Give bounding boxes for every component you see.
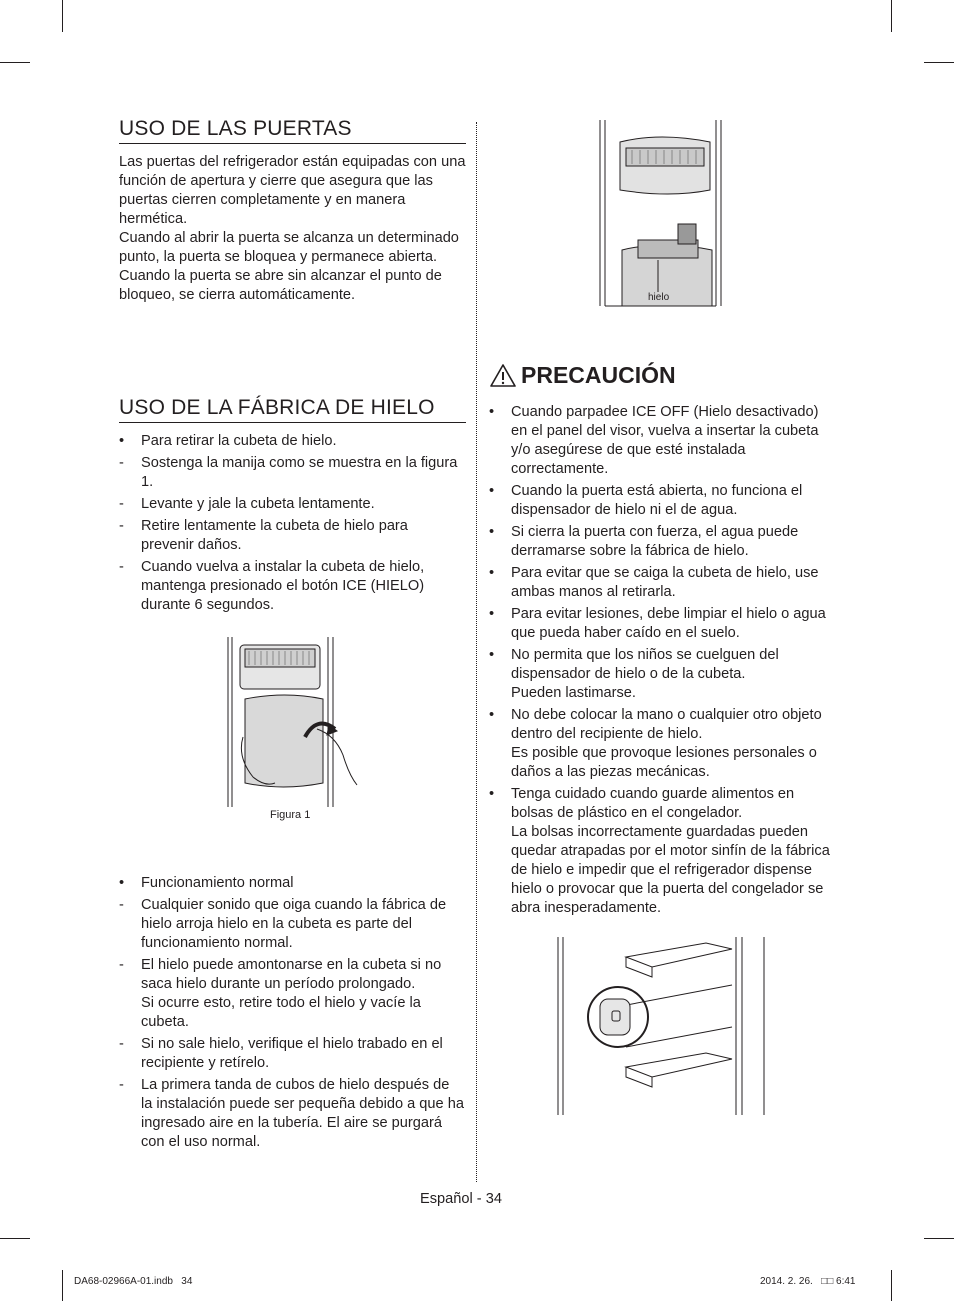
puertas-paragraph: Cuando la puerta se abre sin alcanzar el punto de bloqueo, se cierra automáticamente.: [119, 268, 442, 303]
crop-mark: [924, 62, 954, 63]
precaucion-item: [489, 523, 834, 561]
list-item: [119, 896, 464, 953]
list-marker: -: [119, 1036, 124, 1052]
hielo-steps-list: [119, 432, 464, 618]
crop-mark: [891, 1270, 892, 1301]
precaucion-heading: [490, 362, 676, 389]
list-item-text: Para retirar la cubeta de hielo.: [141, 433, 337, 449]
precaucion-item: [489, 605, 834, 643]
list-item-text: Retire lentamente la cubeta de hielo para prevenir daños.: [141, 518, 408, 553]
hielo-label: hielo: [648, 292, 670, 303]
list-marker: -: [119, 1077, 124, 1093]
list-marker: •: [119, 875, 125, 891]
list-item-text: Cualquier sonido que oiga cuando la fábrica de hielo arroja hielo en la cubeta es parte del funcionamiento normal.: [141, 897, 447, 951]
ice-bucket-removal-illustration: [225, 637, 365, 809]
list-marker: •: [489, 647, 495, 663]
column-divider: [476, 122, 477, 1182]
puertas-paragraph: Cuando al abrir la puerta se alcanza un determinado punto, la puerta se bloquea y permanece abierta.: [119, 230, 459, 265]
list-item-text: La primera tanda de cubos de hielo después de la instalación puede ser pequeña debido a que ha ingresado aire en la tubería. El aire se purgará con el uso normal.: [141, 1077, 464, 1150]
figure-caption: Figura 1: [270, 809, 311, 821]
file-name: DA68-02966A-01.indb 34: [74, 1276, 193, 1287]
list-marker: -: [119, 455, 124, 471]
list-item: [119, 558, 464, 615]
crop-mark: [891, 0, 892, 32]
list-marker: -: [119, 496, 124, 512]
list-item-text: Cuando vuelva a instalar la cubeta de hielo, mantenga presionado el botón ICE (HIELO) durante 6 segundos.: [141, 559, 425, 613]
list-marker: •: [489, 707, 495, 723]
precaucion-title: PRECAUCIÓN: [521, 362, 676, 388]
list-marker: -: [119, 957, 124, 973]
list-item-text: Para evitar que se caiga la cubeta de hielo, use ambas manos al retirarla.: [511, 565, 819, 600]
list-item-text: Cuando la puerta está abierta, no funciona el dispensador de hielo ni el de agua.: [511, 483, 803, 518]
list-marker: •: [489, 606, 495, 622]
precaucion-item: [489, 785, 834, 918]
list-item-text: Funcionamiento normal: [141, 875, 294, 891]
list-item-text: El hielo puede amontonarse en la cubeta si no saca hielo durante un período prolongado. Si ocurre esto, retire todo el hielo y vacíe la cubeta.: [141, 957, 442, 1030]
list-marker: •: [489, 524, 495, 540]
list-item-text: Levante y jale la cubeta lentamente.: [141, 496, 375, 512]
crop-mark: [62, 1270, 63, 1301]
list-item: [119, 454, 464, 492]
crop-mark: [924, 1238, 954, 1239]
list-item-text: Para evitar lesiones, debe limpiar el hielo o agua que pueda haber caído en el suelo.: [511, 606, 826, 641]
list-marker: •: [489, 404, 495, 420]
crop-mark: [0, 62, 30, 63]
puertas-paragraph: Las puertas del refrigerador están equipadas con una función de apertura y cierre que asegura que las puertas cierren completamente y en manera hermética.: [119, 154, 466, 227]
list-item-text: Sostenga la manija como se muestra en la figura 1.: [141, 455, 458, 490]
list-item: [119, 495, 464, 514]
ice-maker-illustration: [598, 120, 724, 308]
list-item: [119, 517, 464, 555]
heading-fabrica-hielo: USO DE LA FÁBRICA DE HIELO: [119, 396, 466, 423]
list-item-text: Si no sale hielo, verifique el hielo trabado en el recipiente y retírelo.: [141, 1036, 443, 1071]
list-item-text: No debe colocar la mano o cualquier otro objeto dentro del recipiente de hielo. Es posible que provoque lesiones personales o daños a las piezas mecánicas.: [511, 707, 822, 780]
list-item-text: Cuando parpadee ICE OFF (Hielo desactivado) en el panel del visor, vuelva a insertar la cubeta y/o asegúrese de que esté instalada correctamente.: [511, 404, 819, 477]
list-item: [119, 956, 464, 1032]
list-marker: -: [119, 897, 124, 913]
list-item: [119, 874, 464, 893]
crop-mark: [62, 0, 63, 32]
list-item-text: Si cierra la puerta con fuerza, el agua puede derramarse sobre la fábrica de hielo.: [511, 524, 799, 559]
list-item: [119, 1076, 464, 1152]
list-item-text: No permita que los niños se cuelguen del dispensador de hielo o de la cubeta. Pueden lastimarse.: [511, 647, 779, 701]
list-marker: •: [489, 786, 495, 802]
precaucion-item: [489, 706, 834, 782]
precaucion-item: [489, 482, 834, 520]
freezer-shelf-illustration: [556, 937, 768, 1117]
list-marker: •: [489, 565, 495, 581]
list-item-text: Tenga cuidado cuando guarde alimentos en bolsas de plástico en el congelador. La bolsas incorrectamente guardadas pueden quedar atrapadas por el motor sinfín de la fábrica de hielo e impedir que el refrigerador dispense hielo o provocar que la puerta del congelador se abra inesperadamente.: [511, 786, 830, 916]
list-item: [119, 432, 464, 451]
print-timestamp: 2014. 2. 26. □□ 6:41: [760, 1276, 856, 1287]
crop-mark: [0, 1238, 30, 1239]
precaucion-item: [489, 646, 834, 703]
funcionamiento-list: [119, 874, 464, 1155]
list-item: [119, 1035, 464, 1073]
list-marker: -: [119, 518, 124, 534]
precaucion-item: [489, 564, 834, 602]
list-marker: -: [119, 559, 124, 575]
precaucion-list: [489, 403, 834, 921]
warning-triangle-icon: [490, 364, 516, 387]
list-marker: •: [489, 483, 495, 499]
heading-uso-puertas: USO DE LAS PUERTAS: [119, 117, 466, 144]
page-number: Español - 34: [420, 1191, 502, 1207]
puertas-body: [119, 153, 469, 305]
list-marker: •: [119, 433, 125, 449]
precaucion-item: [489, 403, 834, 479]
